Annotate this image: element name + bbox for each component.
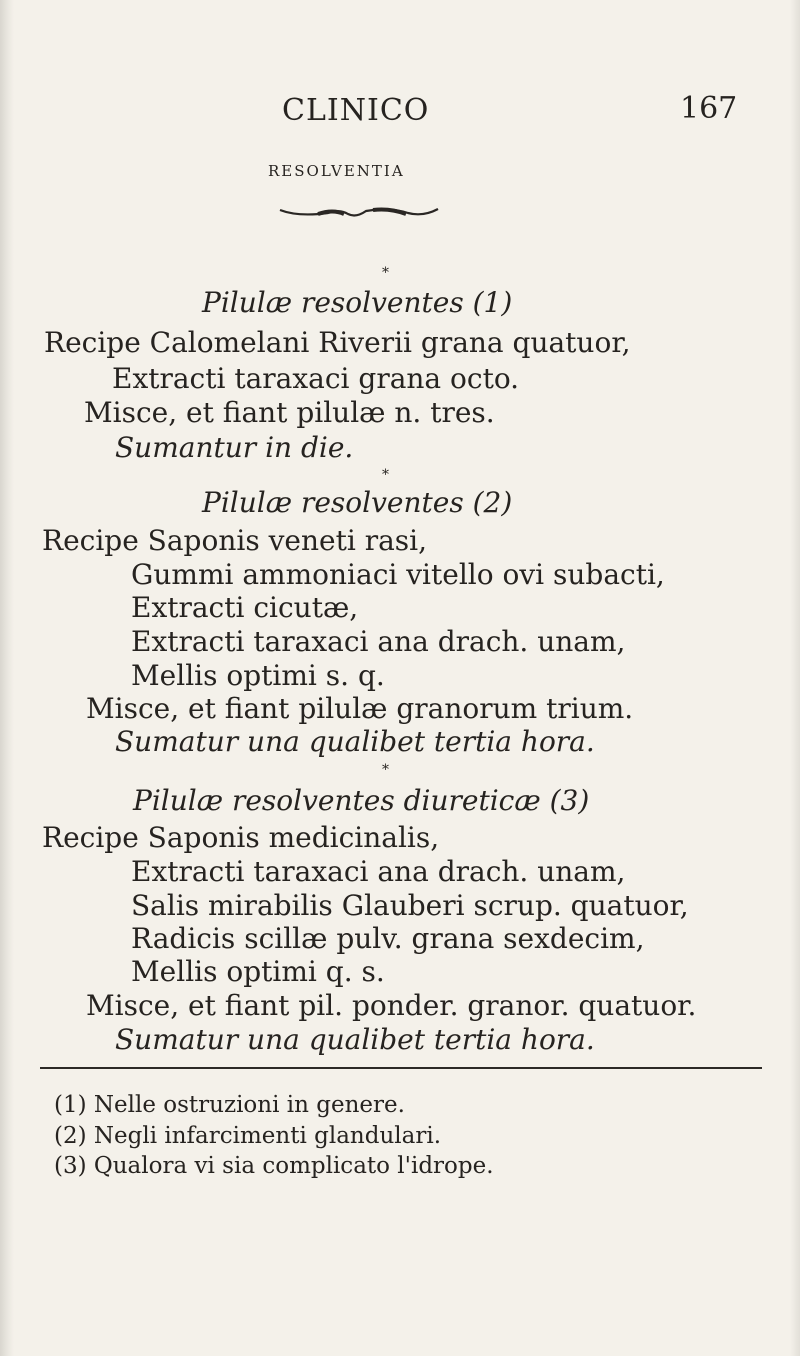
recipe-line: Misce, et fiant pil. ponder. granor. quatuor. — [86, 989, 697, 1022]
ornament-rule-icon — [278, 205, 440, 219]
recipe-line: Gummi ammoniaci vitello ovi subacti, — [131, 558, 665, 591]
recipe-line: Recipe Saponis medicinalis, — [42, 821, 440, 854]
separator-asterisk: * — [382, 762, 389, 778]
footnote-rule — [40, 1067, 762, 1069]
recipe-line: Radicis scillæ pulv. grana sexdecim, — [131, 922, 645, 955]
page-edge-left — [0, 0, 14, 1356]
running-head: CLINICO — [282, 93, 430, 128]
section-title: RESOLVENTIA — [268, 162, 405, 180]
recipe-line: Extracti taraxaci ana drach. unam, — [131, 625, 626, 658]
recipe-line: Mellis optimi s. q. — [131, 659, 385, 692]
recipe-line: Misce, et fiant pilulæ granorum trium. — [86, 692, 634, 725]
recipe-title: Pilulæ resolventes (2) — [202, 486, 513, 519]
footnote: (3) Qualora vi sia complicato l'idrope. — [54, 1153, 494, 1179]
recipe-title: Pilulæ resolventes diureticæ (3) — [133, 784, 590, 817]
separator-asterisk: * — [382, 467, 389, 483]
recipe-title: Pilulæ resolventes (1) — [202, 286, 513, 319]
footnote: (1) Nelle ostruzioni in genere. — [54, 1092, 405, 1118]
recipe-line: Recipe Saponis veneti rasi, — [42, 524, 427, 557]
recipe-directions: Sumatur una qualibet tertia hora. — [115, 1023, 595, 1056]
separator-asterisk: * — [382, 265, 389, 281]
recipe-line: Recipe Calomelani Riverii grana quatuor, — [44, 326, 631, 359]
recipe-line: Extracti taraxaci ana drach. unam, — [131, 855, 626, 888]
page-number: 167 — [680, 91, 738, 126]
recipe-line: Misce, et fiant pilulæ n. tres. — [84, 396, 495, 429]
recipe-directions: Sumatur una qualibet tertia hora. — [115, 725, 595, 758]
page-edge-right — [790, 0, 800, 1356]
footnote: (2) Negli infarcimenti glandulari. — [54, 1123, 442, 1149]
recipe-line: Extracti cicutæ, — [131, 591, 359, 624]
recipe-line: Salis mirabilis Glauberi scrup. quatuor, — [131, 889, 689, 922]
recipe-line: Extracti taraxaci grana octo. — [112, 362, 520, 395]
recipe-directions: Sumantur in die. — [115, 431, 354, 464]
recipe-line: Mellis optimi q. s. — [131, 955, 385, 988]
